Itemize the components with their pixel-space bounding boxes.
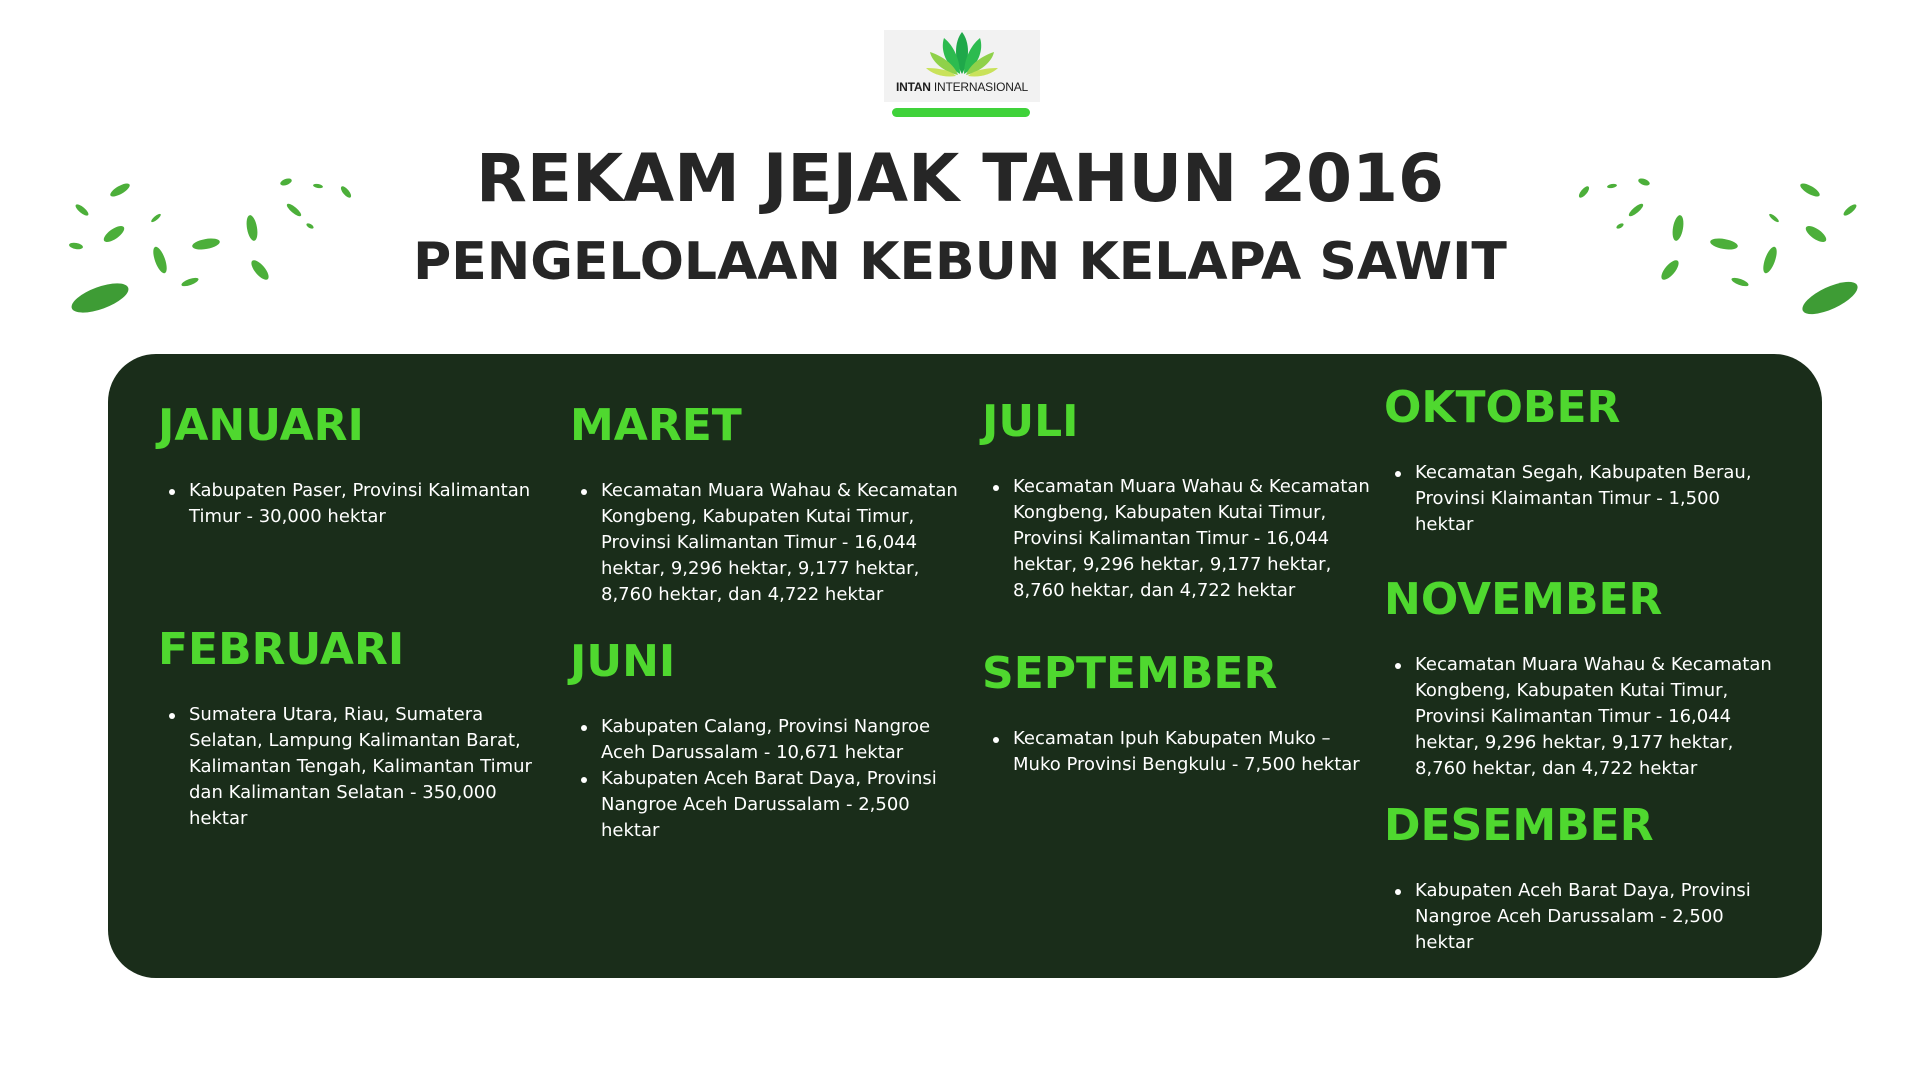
month-items	[1384, 460, 1784, 538]
list-item: Sumatera Utara, Riau, Sumatera Selatan, Lampung Kalimantan Barat, Kalimantan Tengah, Kalimantan Timur dan Kalimantan Selatan - 350,000 hektar	[189, 702, 558, 832]
company-logo	[884, 30, 1040, 102]
leaf-crown-icon	[924, 30, 1000, 80]
page-subtitle: PENGELOLAAN KEBUN KELAPA SAWIT	[413, 232, 1507, 292]
list-item: Kecamatan Muara Wahau & Kecamatan Kongbeng, Kabupaten Kutai Timur, Provinsi Kalimantan Timur - 16,044 hektar, 9,296 hektar, 9,177 hektar, 8,760 hektar, dan 4,722 hektar	[1415, 652, 1784, 782]
month-items	[158, 478, 558, 530]
list-item: Kecamatan Segah, Kabupaten Berau, Provinsi Klaimantan Timur - 1,500 hektar	[1415, 460, 1784, 538]
list-item: Kabupaten Calang, Provinsi Nangroe Aceh Darussalam - 10,671 hektar	[601, 714, 970, 766]
month-januari	[158, 400, 558, 530]
month-heading: DESEMBER	[1384, 800, 1654, 851]
month-november	[1384, 574, 1784, 782]
month-items	[158, 702, 558, 832]
month-heading: MARET	[570, 400, 742, 451]
decorative-leaves-left	[60, 170, 370, 320]
month-items	[1384, 652, 1784, 782]
month-oktober	[1384, 382, 1784, 538]
month-september	[982, 648, 1382, 778]
month-desember	[1384, 800, 1784, 956]
logo-wordmark: INTAN INTERNASIONAL	[895, 80, 1028, 94]
month-heading: JANUARI	[158, 400, 364, 451]
month-juli	[982, 396, 1382, 604]
list-item: Kabupaten Aceh Barat Daya, Provinsi Nangroe Aceh Darussalam - 2,500 hektar	[601, 766, 970, 844]
logo-accent-bar	[892, 108, 1030, 117]
month-items	[570, 478, 970, 608]
month-februari	[158, 624, 558, 832]
list-item: Kecamatan Ipuh Kabupaten Muko – Muko Provinsi Bengkulu - 7,500 hektar	[1013, 726, 1382, 778]
month-items	[982, 726, 1382, 778]
list-item: Kabupaten Paser, Provinsi Kalimantan Timur - 30,000 hektar	[189, 478, 558, 530]
month-heading: SEPTEMBER	[982, 648, 1278, 699]
decorative-leaves-right	[1560, 170, 1870, 320]
list-item: Kecamatan Muara Wahau & Kecamatan Kongbeng, Kabupaten Kutai Timur, Provinsi Kalimantan Timur - 16,044 hektar, 9,296 hektar, 9,177 hektar, 8,760 hektar, dan 4,722 hektar	[1013, 474, 1382, 604]
list-item: Kabupaten Aceh Barat Daya, Provinsi Nangroe Aceh Darussalam - 2,500 hektar	[1415, 878, 1784, 956]
month-heading: JUNI	[570, 636, 676, 687]
month-heading: NOVEMBER	[1384, 574, 1663, 625]
month-items	[982, 474, 1382, 604]
month-heading: FEBRUARI	[158, 624, 405, 675]
page-title: REKAM JEJAK TAHUN 2016	[476, 140, 1444, 217]
month-maret	[570, 400, 970, 608]
timeline-panel	[108, 354, 1822, 978]
month-juni	[570, 636, 970, 844]
list-item: Kecamatan Muara Wahau & Kecamatan Kongbeng, Kabupaten Kutai Timur, Provinsi Kalimantan Timur - 16,044 hektar, 9,296 hektar, 9,177 hektar, 8,760 hektar, dan 4,722 hektar	[601, 478, 970, 608]
month-items	[570, 714, 970, 844]
month-items	[1384, 878, 1784, 956]
month-heading: OKTOBER	[1384, 382, 1621, 433]
month-heading: JULI	[982, 396, 1079, 447]
